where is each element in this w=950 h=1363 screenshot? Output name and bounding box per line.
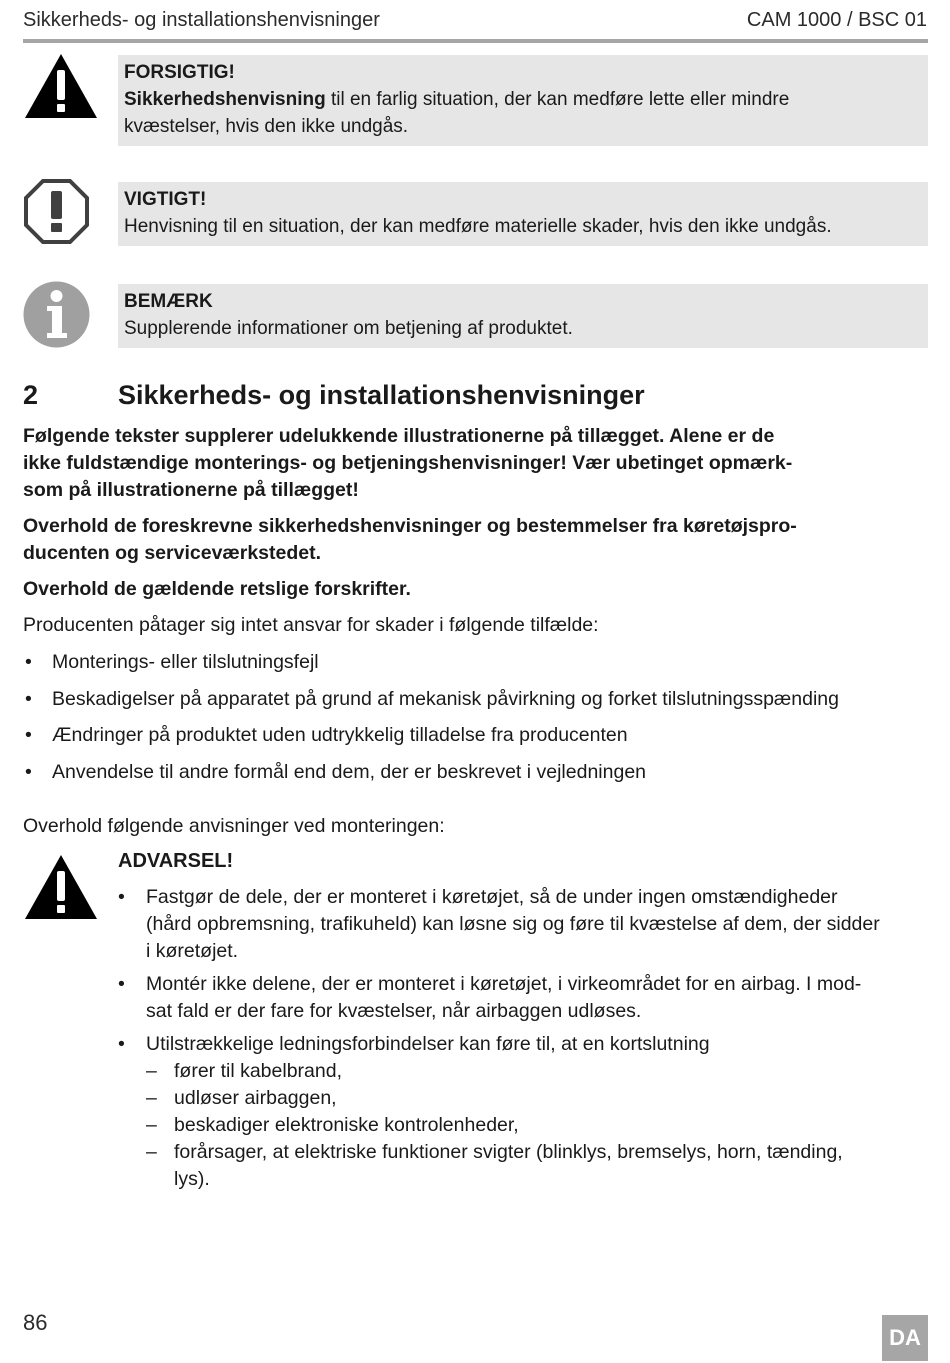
intro-line-3: som på illustrationerne på tillægget! [23, 479, 359, 501]
list-item-text: Beskadigelser på apparatet på grund af mekanisk påvirkning og forket tilslutningsspænding [52, 688, 839, 710]
observe-line-2: ducenten og serviceværkstedet. [23, 542, 322, 564]
important-note [118, 182, 928, 246]
bullet-marker: • [25, 761, 32, 783]
observe-line-1: Overhold de foreskrevne sikkerhedshenvisninger og bestemmelser fra køretøjspro- [23, 515, 797, 537]
dash-marker: – [146, 1087, 157, 1109]
running-header-title: Sikkerheds- og installationshenvisninger [23, 9, 380, 31]
warning-bullet-line: Fastgør de dele, der er monteret i køretøjet, så de under ingen omstændigheder [146, 886, 838, 908]
important-title: VIGTIGT! [124, 189, 207, 210]
info-circle-icon [23, 281, 90, 348]
bullet-marker: • [25, 688, 32, 710]
warning-title: ADVARSEL! [118, 850, 234, 872]
dash-marker: – [146, 1060, 157, 1082]
sub-list-text: beskadiger elektroniske kontrolenheder, [174, 1114, 519, 1136]
warning-triangle-icon [23, 52, 99, 120]
legal-paragraph: Overhold de gældende retslige forskrifter. [23, 578, 411, 600]
bullet-marker: • [118, 1033, 125, 1055]
sub-list-text: lys). [174, 1168, 210, 1190]
caution-text [124, 86, 922, 113]
mounting-intro: Overhold følgende anvisninger ved monteringen: [23, 815, 445, 837]
warning-bullet [118, 971, 930, 1025]
warning-triangle-icon [23, 853, 99, 921]
warning-bullet-line: Utilstrækkelige ledningsforbindelser kan føre til, at en kortslutning [146, 1033, 710, 1055]
liability-intro: Producenten påtager sig intet ansvar for skader i følgende tilfælde: [23, 614, 599, 636]
caution-title: FORSIGTIG! [124, 62, 235, 83]
intro-line-1: Følgende tekster supplerer udelukkende illustrationerne på tillægget. Alene er de [23, 425, 775, 447]
intro-line-2: ikke fuldstændige monterings- og betjeningshenvisninger! Vær ubetinget opmærk- [23, 452, 793, 474]
bullet-marker: • [118, 886, 125, 908]
list-item-text: Ændringer på produktet uden udtrykkelig tilladelse fra producenten [52, 724, 628, 746]
warning-bullet [118, 884, 930, 965]
bullet-marker: • [25, 651, 32, 673]
notice-text: Supplerende informationer om betjening af produktet. [124, 318, 573, 339]
list-item-text: Monterings- eller tilslutningsfejl [52, 651, 319, 673]
notice-note [118, 284, 928, 348]
running-header-model: CAM 1000 / BSC 01 [746, 9, 927, 31]
dash-marker: – [146, 1114, 157, 1136]
observe-paragraph [23, 513, 928, 567]
sub-list-text: forårsager, at elektriske funktioner svigter (blinklys, bremselys, horn, tænding, [174, 1141, 843, 1163]
warning-bullet [118, 1031, 930, 1058]
caution-line-1: til en farlig situation, der kan medføre lette eller mindre [325, 89, 790, 110]
caution-bold-lead: Sikkerhedshenvisning [124, 89, 326, 110]
notice-title: BEMÆRK [124, 291, 213, 312]
warning-bullet-line: i køretøjet. [146, 940, 239, 962]
section-number: 2 [23, 380, 39, 410]
language-badge: DA [882, 1315, 928, 1361]
exclamation-octagon-icon [23, 178, 90, 245]
warning-bullet-line: sat fald er der fare for kvæstelser, når airbaggen udløses. [146, 1000, 642, 1022]
caution-note [118, 55, 928, 146]
header-divider [23, 39, 928, 43]
dash-marker: – [146, 1141, 157, 1163]
bullet-marker: • [118, 973, 125, 995]
intro-paragraph [23, 423, 928, 504]
bullet-marker: • [25, 724, 32, 746]
page-number: 86 [23, 1310, 48, 1335]
list-item-text: Anvendelse til andre formål end dem, der er beskrevet i vejledningen [52, 761, 647, 783]
sub-list-text: fører til kabelbrand, [174, 1060, 342, 1082]
important-text: Henvisning til en situation, der kan medføre materielle skader, hvis den ikke undgås. [124, 216, 832, 237]
caution-line-2: kvæstelser, hvis den ikke undgås. [124, 116, 409, 137]
warning-bullet-line: (hård opbremsning, trafikuheld) kan løsne sig og føre til kvæstelse af dem, der sidder [146, 913, 880, 935]
section-title: Sikkerheds- og installationshenvisninger [118, 380, 645, 410]
warning-bullet-line: Montér ikke delene, der er monteret i køretøjet, i virkeområdet for en airbag. I mod- [146, 973, 862, 995]
sub-list-text: udløser airbaggen, [174, 1087, 337, 1109]
